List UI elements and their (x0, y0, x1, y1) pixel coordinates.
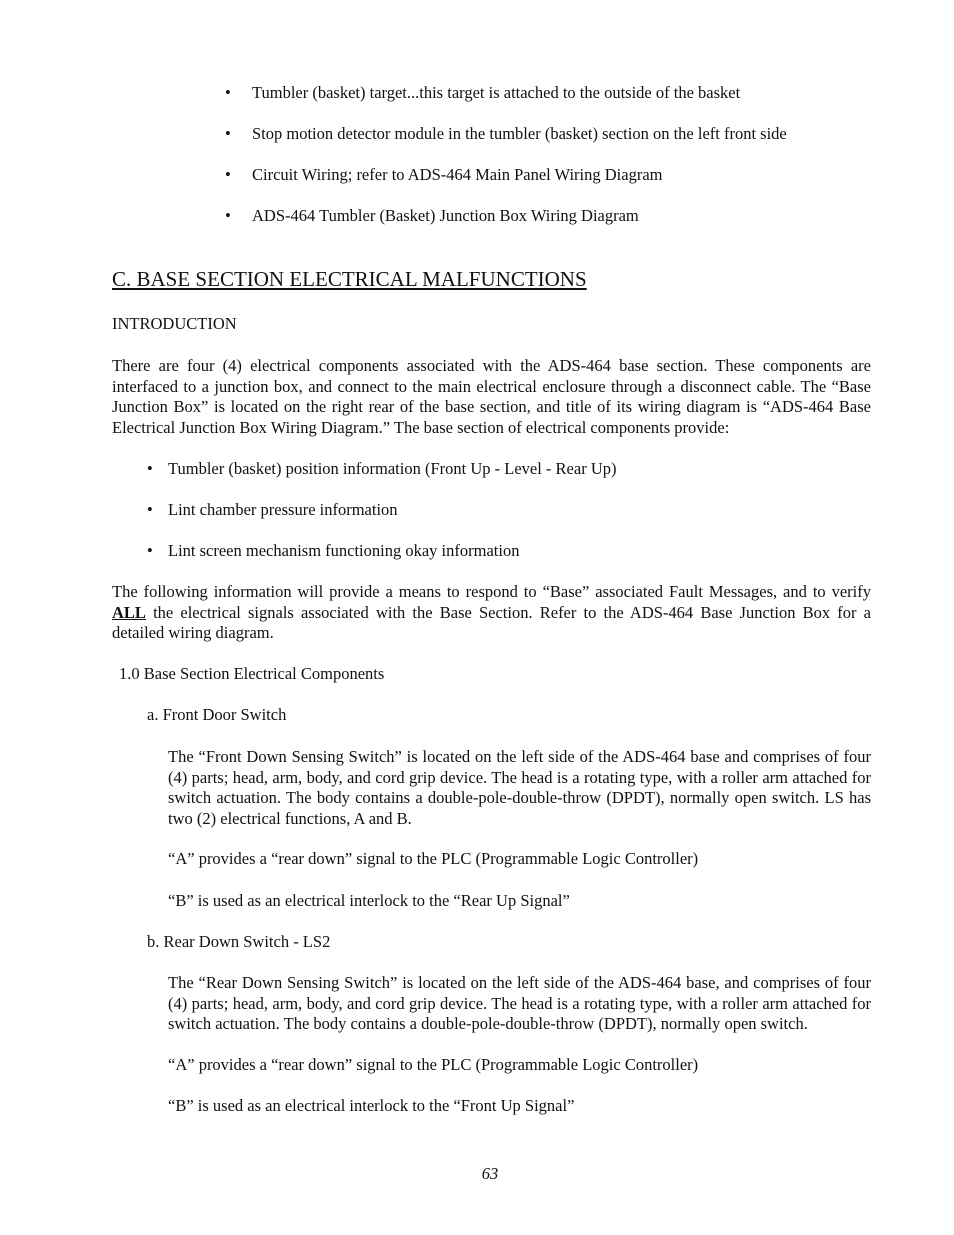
intro-label: INTRODUCTION (112, 314, 237, 333)
list-item (147, 541, 868, 562)
following-text-end: the electrical signals associated with the Base Section. Refer to the ADS-464 Base Junction Box for a detailed wiring diagram. (112, 602, 871, 642)
bullet-icon: • (147, 541, 153, 560)
item-b-title: b. Rear Down Switch - LS2 (147, 932, 331, 951)
section-heading: C. BASE SECTION ELECTRICAL MALFUNCTIONS (112, 267, 587, 291)
list-item-text: Circuit Wiring; refer to ADS-464 Main Panel Wiring Diagram (252, 165, 663, 184)
list-item-text: ADS-464 Tumbler (Basket) Junction Box Wiring Diagram (252, 206, 639, 225)
list-item (225, 206, 892, 227)
bullet-icon: • (225, 206, 231, 225)
bullet-icon: • (147, 459, 153, 478)
bullet-icon: • (225, 165, 231, 184)
bullet-icon: • (225, 124, 231, 143)
emphasis-all: ALL (112, 602, 146, 622)
list-item-text: Lint chamber pressure information (168, 500, 398, 519)
list-item (147, 500, 868, 521)
item-a-paragraph: The “Front Down Sensing Switch” is located on the left side of the ADS-464 base and comprises of four (4) parts; head, arm, body, and cord grip device. The head is a rotating type, with a roller arm attached for switch actuation. The body contains a double-pole-double-throw (DPDT), normally open switch. LS has two (2) electrical functions, A and B. (168, 747, 871, 828)
page-number: 63 (481, 1164, 499, 1183)
list-item (147, 459, 868, 480)
item-a-title: a. Front Door Switch (147, 705, 287, 724)
following-text-start: The following information will provide a means to respond to “Base” associated Fault Messages, and to verify (112, 582, 871, 601)
item-b-line-a: “A” provides a “rear down” signal to the PLC (Programmable Logic Controller) (168, 1055, 699, 1074)
list-item-text: Tumbler (basket) position information (Front Up - Level - Rear Up) (168, 459, 617, 478)
following-paragraph (112, 582, 871, 644)
list-item (225, 165, 892, 186)
components-heading: 1.0 Base Section Electrical Components (119, 664, 385, 683)
item-a-line-b: “B” is used as an electrical interlock to the “Rear Up Signal” (168, 891, 570, 910)
bullet-icon: • (147, 500, 153, 519)
list-item (225, 83, 892, 104)
item-a-line-a: “A” provides a “rear down” signal to the PLC (Programmable Logic Controller) (168, 849, 699, 868)
list-item-text: Tumbler (basket) target...this target is attached to the outside of the basket (252, 83, 741, 102)
intro-paragraph: There are four (4) electrical components associated with the ADS-464 base section. These components are interfaced to a junction box, and connect to the main electrical enclosure through a disconnect cable. The “Base Junction Box” is located on the right rear of the base section, and title of its wiring diagram is “ADS-464 Base Electrical Junction Box Wiring Diagram.” The base section of electrical components provide: (112, 356, 871, 437)
list-item (225, 124, 892, 145)
list-item-text: Stop motion detector module in the tumbler (basket) section on the left front side (252, 124, 787, 143)
bullet-icon: • (225, 83, 231, 102)
list-item-text: Lint screen mechanism functioning okay information (168, 541, 520, 560)
item-b-paragraph: The “Rear Down Sensing Switch” is located on the left side of the ADS-464 base, and comprises of four (4) parts; head, arm, body, and cord grip device. The head is a rotating type, with a roller arm attached for switch actuation. The body contains a double-pole-double-throw (DPDT), normally open switch. (168, 973, 871, 1033)
item-b-line-b: “B” is used as an electrical interlock to the “Front Up Signal” (168, 1096, 575, 1115)
